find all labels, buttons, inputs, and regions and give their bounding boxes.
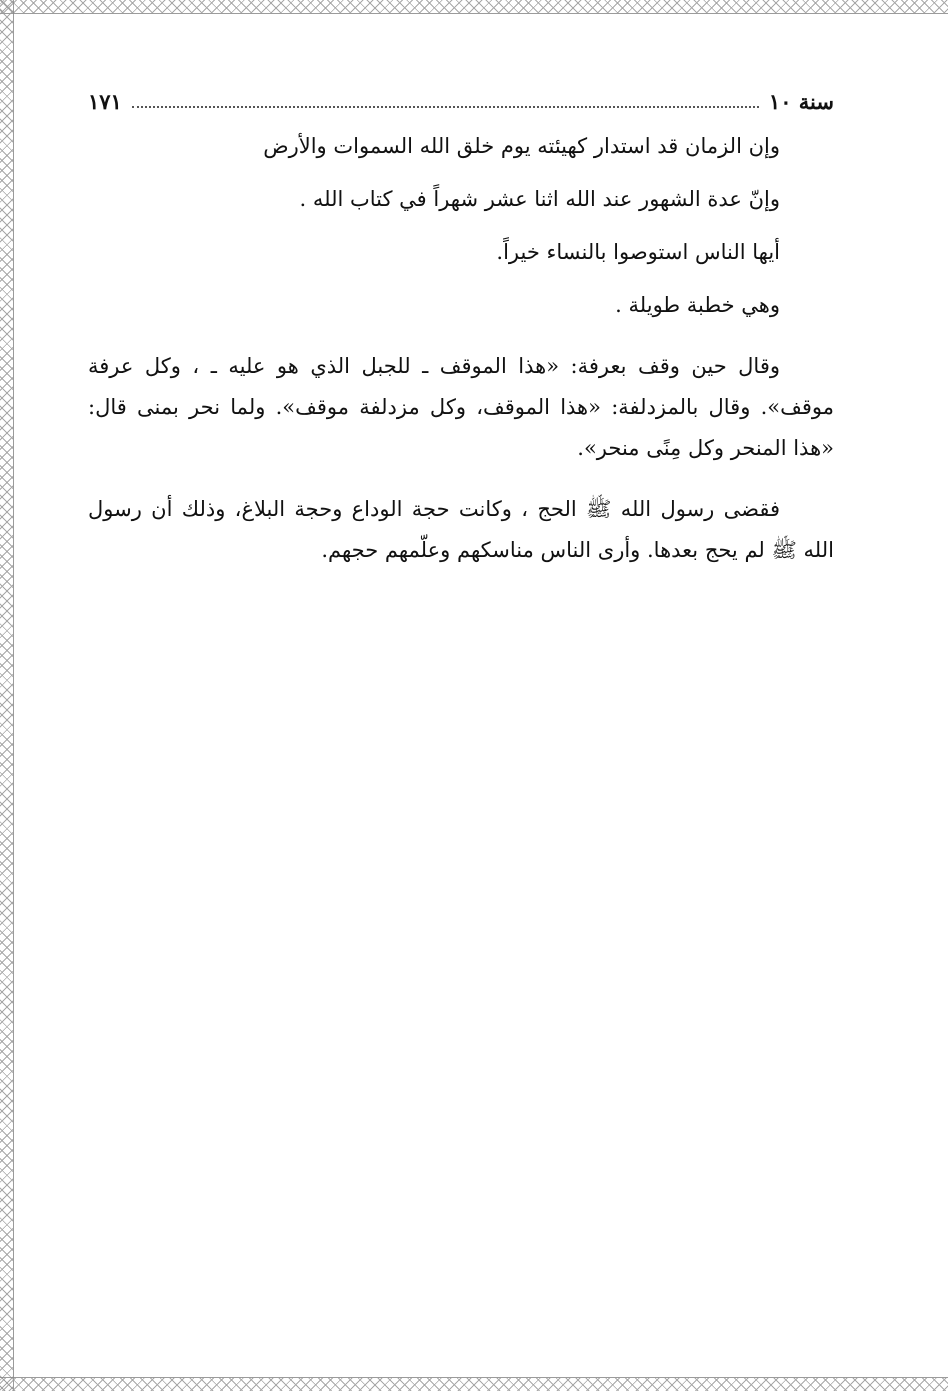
page-number: ١٧١ — [88, 89, 122, 114]
decorative-frame-bottom — [0, 1377, 948, 1391]
running-head-dotted-leader — [132, 106, 759, 108]
text-line-2: وإنّ عدة الشهور عند الله اثنا عشر شهراً في كتاب الله . — [299, 187, 780, 211]
running-head — [88, 84, 834, 114]
running-head-title: سنة ١٠ — [768, 89, 834, 114]
page-body — [88, 126, 834, 571]
text-line-1: وإن الزمان قد استدار كهيئته يوم خلق الله السموات والأرض — [263, 134, 780, 158]
book-page — [88, 84, 834, 585]
paragraph-arafah: وقال حين وقف بعرفة: «هذا الموقف ـ للجبل الذي هو عليه ـ ، وكل عرفة موقف». وقال بالمزدلفة: «هذا الموقف، وكل مزدلفة موقف». ولما نحر بمنى قال: «هذا المنحر وكل مِنًى منحر». — [88, 354, 834, 460]
decorative-frame-left — [0, 0, 14, 1391]
text-line-3: أيها الناس استوصوا بالنساء خيراً. — [496, 240, 780, 264]
decorative-frame-top — [0, 0, 948, 14]
text-line-4: وهي خطبة طويلة . — [615, 293, 780, 317]
paragraph-farewell-hajj: فقضى رسول الله ﷺ الحج ، وكانت حجة الوداع وحجة البلاغ، وذلك أن رسول الله ﷺ لم يحج بعدها. وأرى الناس مناسكهم وعلّمهم حجهم. — [88, 497, 834, 562]
